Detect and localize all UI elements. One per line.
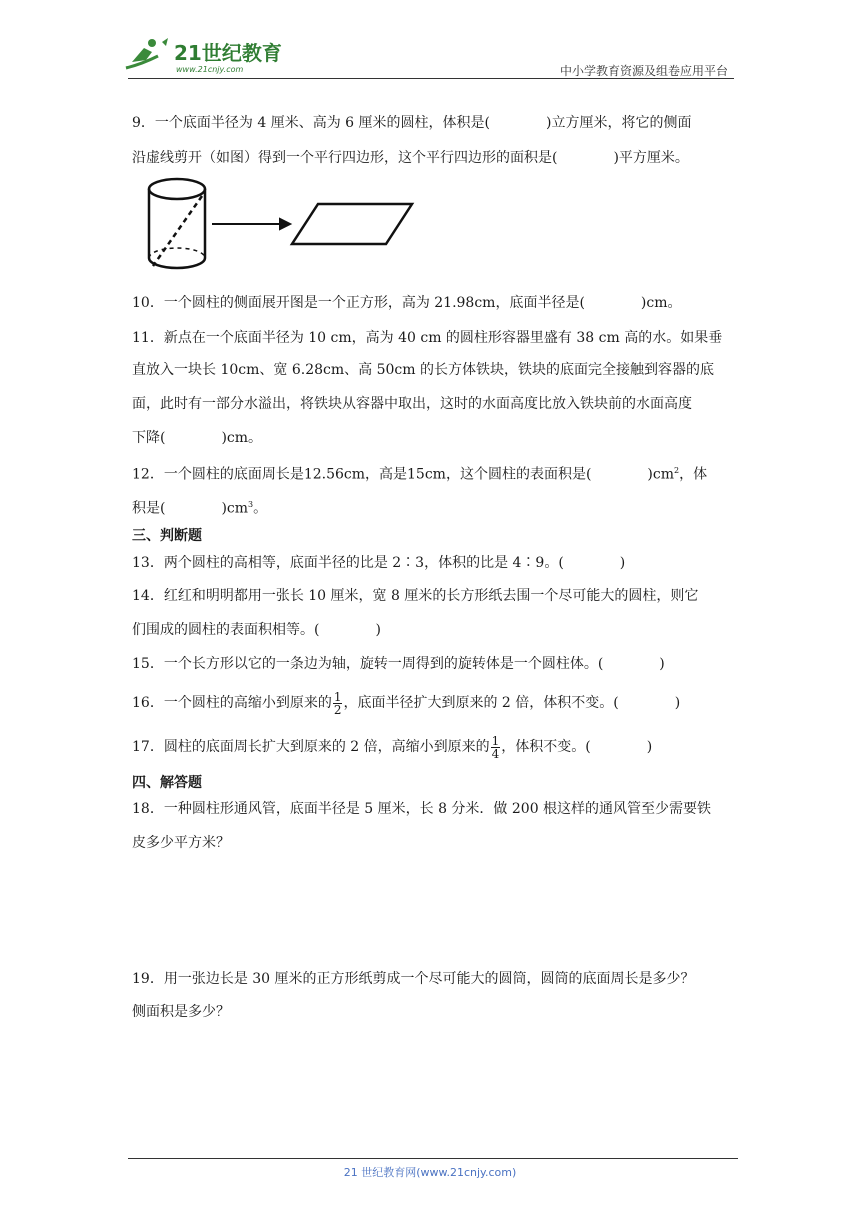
question-19-line-2: 侧面积是多少？ (132, 1004, 230, 1020)
question-14-line-1: 14．红红和明明都用一张长 10 厘米，宽 8 厘米的长方形纸去围一个尽可能大的圆柱，则它 (132, 588, 699, 604)
section-3-title: 三、判断题 (132, 528, 202, 544)
cylinder-unroll-figure (140, 174, 430, 278)
question-11-line-2: 直放入一块长 10cm、宽 6.28cm、高 50cm 的长方体铁块，铁块的底面完全接触到容器的底 (132, 362, 714, 378)
question-16-text-b: ，底面半径扩大到原来的 2 倍，体积不变。( ) (343, 695, 681, 711)
question-18-line-1: 18．一种圆柱形通风管，底面半径是 5 厘米，长 8 分米．做 200 根这样的通风管至少需要铁 (132, 801, 712, 817)
fraction-one-quarter (491, 735, 501, 760)
question-12-line-1-text: 12．一个圆柱的底面周长是12.56cm，高是15cm，这个圆柱的表面积是( )cm (132, 466, 674, 483)
question-11-line-1: 11．新点在一个底面半径为 10 cm，高为 40 cm 的圆柱形容器里盛有 38 cm 高的水。如果垂 (132, 330, 723, 346)
question-17 (132, 730, 652, 764)
question-9-line-1: 9．一个底面半径为 4 厘米、高为 6 厘米的圆柱，体积是( )立方厘米，将它的侧面 (132, 115, 692, 131)
section-4-title: 四、解答题 (132, 775, 202, 791)
unit-exponent: 2 (673, 466, 680, 475)
footer-link[interactable]: 21 世纪教育网(www.21cnjy.com) (343, 1166, 517, 1179)
question-19-line-1: 19．用一张边长是 30 厘米的正方形纸剪成一个尽可能大的圆筒，圆筒的底面周长是多少？ (132, 971, 695, 987)
question-18-line-2: 皮多少平方米？ (132, 835, 230, 851)
question-12-line-2 (132, 496, 267, 518)
question-10: 10．一个圆柱的侧面展开图是一个正方形，高为 21.98cm，底面半径是( )cm。 (132, 295, 682, 311)
svg-text:www.21cnjy.com: www.21cnjy.com (176, 65, 244, 74)
question-15: 15．一个长方形以它的一条边为轴，旋转一周得到的旋转体是一个圆柱体。( ) (132, 656, 665, 672)
question-11-line-4: 下降( )cm。 (132, 430, 263, 446)
question-16 (132, 688, 680, 718)
logo-runner-icon (122, 34, 292, 76)
question-12-line-2-text: 积是( )cm (132, 500, 249, 517)
question-9-line-2: 沿虚线剪开（如图）得到一个平行四边形，这个平行四边形的面积是( )平方厘米。 (132, 150, 689, 166)
question-11-line-3: 面，此时有一部分水溢出，将铁块从容器中取出，这时的水面高度比放入铁块前的水面高度 (132, 396, 692, 412)
fraction-denominator: 2 (333, 702, 342, 717)
question-14-line-2: 们围成的圆柱的表面积相等。( ) (132, 622, 381, 638)
fraction-numerator: 1 (333, 689, 342, 704)
fraction-numerator: 1 (491, 733, 500, 748)
arrow-icon (212, 219, 290, 229)
question-17-text-b: ，体积不变。( ) (501, 739, 653, 755)
question-12-line-1 (132, 462, 707, 484)
header-divider (128, 78, 734, 79)
site-logo (122, 34, 292, 76)
question-13: 13．两个圆柱的高相等，底面半径的比是 2∶3，体积的比是 4∶9。( ) (132, 555, 626, 571)
question-12-line-1-tail: ，体 (679, 466, 708, 483)
question-17-text-a: 17．圆柱的底面周长扩大到原来的 2 倍，高缩小到原来的 (132, 739, 490, 755)
question-16-text-a: 16．一个圆柱的高缩小到原来的 (132, 695, 332, 711)
parallelogram-shape (292, 204, 412, 244)
fraction-denominator: 4 (491, 746, 500, 761)
footer-divider (128, 1158, 738, 1159)
platform-name: 中小学教育资源及组卷应用平台 (559, 64, 728, 78)
question-12-line-2-tail: 。 (253, 500, 268, 517)
fraction-one-half (333, 691, 343, 716)
cylinder-shape (149, 179, 205, 268)
unit-exponent: 3 (248, 500, 254, 509)
svg-text:21世纪教育: 21世纪教育 (174, 41, 282, 65)
